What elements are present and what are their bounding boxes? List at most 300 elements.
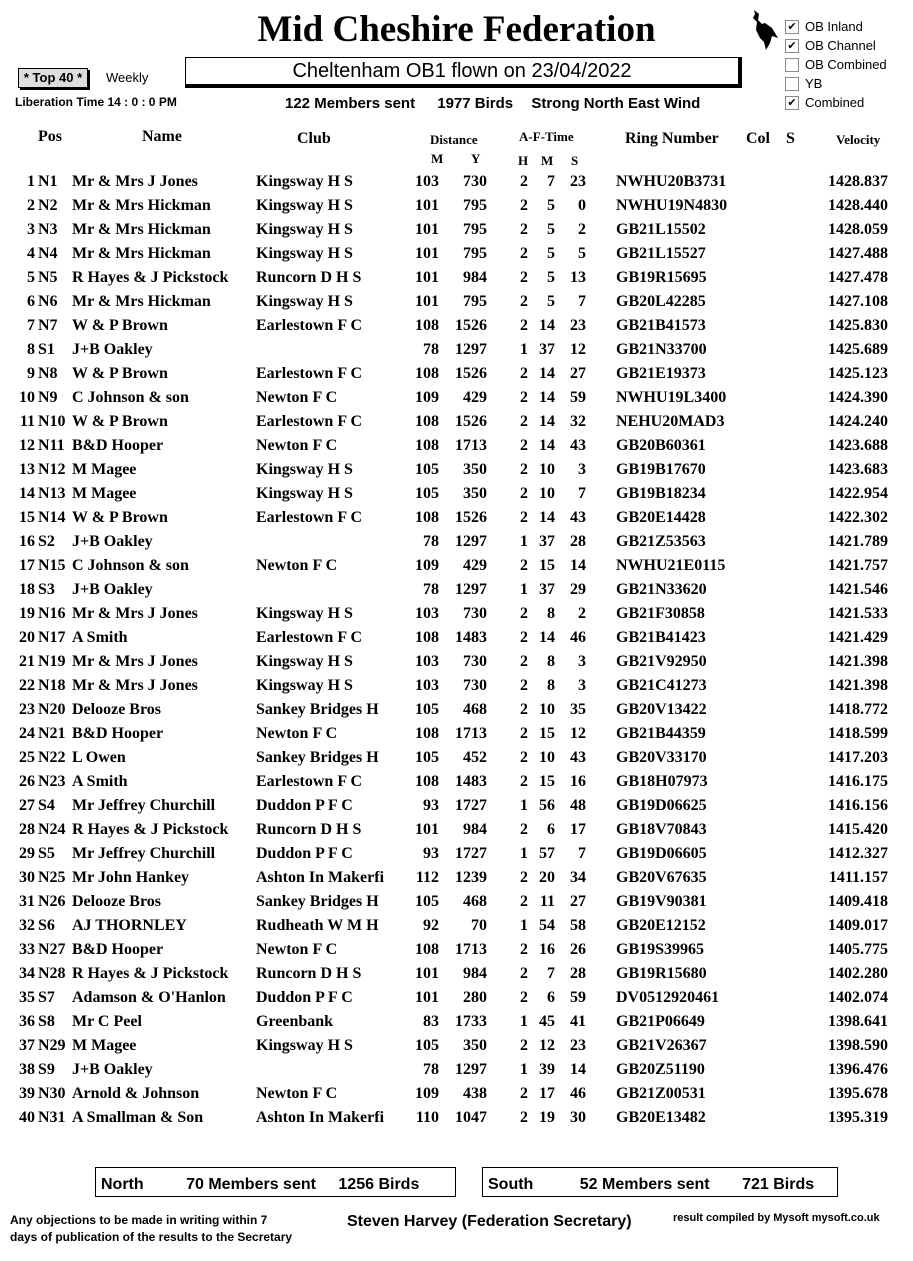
cell-y: 795: [463, 245, 487, 262]
table-row: [0, 437, 913, 461]
north-label: North: [101, 1176, 144, 1193]
cell-m: 105: [415, 701, 439, 718]
compiled-by: result compiled by Mysoft mysoft.co.uk: [673, 1212, 880, 1224]
cell-vel: 1428.837: [828, 173, 888, 190]
cell-m: 108: [415, 413, 439, 430]
table-row: [0, 341, 913, 365]
option-label: Combined: [805, 95, 865, 110]
cell-club: Ashton In Makerfi: [256, 1109, 385, 1126]
cell-s: 48: [570, 797, 586, 814]
cell-club: Kingsway H S: [256, 677, 353, 694]
cell-h: 2: [520, 437, 528, 454]
cell-m: 109: [415, 557, 439, 574]
cell-mi: 6: [547, 989, 555, 1006]
south-summary: [482, 1167, 838, 1197]
cell-name: J+B Oakley: [72, 341, 153, 358]
cell-m: 105: [415, 893, 439, 910]
cell-code: N23: [38, 773, 66, 790]
cell-h: 1: [520, 341, 528, 358]
cell-ring: GB21N33700: [616, 341, 707, 358]
option-2[interactable]: [785, 55, 887, 74]
option-1[interactable]: [785, 36, 887, 55]
cell-club: Kingsway H S: [256, 173, 353, 190]
cell-mi: 17: [539, 1085, 555, 1102]
cell-ring: GB19R15680: [616, 965, 707, 982]
table-row: [0, 509, 913, 533]
cell-code: N11: [38, 437, 65, 454]
cell-club: Runcorn D H S: [256, 965, 362, 982]
cell-pos: 31: [19, 893, 35, 910]
table-row: [0, 893, 913, 917]
cell-ring: GB21C41273: [616, 677, 707, 694]
cell-name: R Hayes & J Pickstock: [72, 965, 229, 982]
cell-y: 280: [463, 989, 487, 1006]
cell-vel: 1417.203: [828, 749, 888, 766]
cell-s: 43: [570, 749, 586, 766]
cell-ring: GB18H07973: [616, 773, 708, 790]
cell-ring: GB21L15502: [616, 221, 706, 238]
cell-m: 101: [415, 989, 439, 1006]
cell-pos: 34: [19, 965, 35, 982]
cell-pos: 6: [27, 293, 35, 310]
cell-club: Newton F C: [256, 389, 338, 406]
cell-ring: GB19B17670: [616, 461, 706, 478]
cell-name: Mr & Mrs J Jones: [72, 173, 198, 190]
cell-pos: 28: [19, 821, 35, 838]
cell-pos: 14: [19, 485, 35, 502]
table-row: [0, 749, 913, 773]
cell-mi: 37: [539, 533, 555, 550]
cell-name: Mr Jeffrey Churchill: [72, 797, 216, 814]
cell-code: N8: [38, 365, 58, 382]
cell-club: Kingsway H S: [256, 653, 353, 670]
table-row: [0, 1085, 913, 1109]
cell-h: 1: [520, 1061, 528, 1078]
cell-club: Duddon P F C: [256, 989, 353, 1006]
cell-club: Earlestown F C: [256, 509, 363, 526]
cell-mi: 8: [547, 677, 555, 694]
cell-pos: 36: [19, 1013, 35, 1030]
race-summary: [285, 95, 700, 112]
cell-h: 2: [520, 461, 528, 478]
south-birds: 721 Birds: [742, 1176, 815, 1193]
cell-y: 350: [463, 1037, 487, 1054]
members-sent: 122 Members sent: [285, 95, 416, 112]
cell-h: 2: [520, 293, 528, 310]
cell-h: 2: [520, 773, 528, 790]
cell-h: 2: [520, 365, 528, 382]
cell-y: 730: [463, 677, 487, 694]
cell-code: N12: [38, 461, 66, 478]
cell-m: 109: [415, 1085, 439, 1102]
cell-s: 23: [570, 1037, 586, 1054]
cell-code: N15: [38, 557, 66, 574]
cell-mi: 14: [539, 509, 555, 526]
col-ring: Ring Number: [625, 130, 719, 147]
cell-ring: NWHU19N4830: [616, 197, 728, 214]
cell-ring: GB21N33620: [616, 581, 707, 598]
cell-y: 1526: [455, 365, 487, 382]
cell-club: Runcorn D H S: [256, 821, 362, 838]
cell-code: N3: [38, 221, 58, 238]
cell-pos: 19: [19, 605, 35, 622]
cell-vel: 1402.280: [828, 965, 888, 982]
cell-mi: 10: [539, 701, 555, 718]
cell-name: L Owen: [72, 749, 126, 766]
table-row: [0, 989, 913, 1013]
cell-m: 103: [415, 605, 439, 622]
cell-vel: 1427.478: [828, 269, 888, 286]
liberation-time: Liberation Time 14 : 0 : 0 PM: [15, 95, 177, 109]
cell-pos: 27: [19, 797, 35, 814]
cell-s: 2: [578, 221, 586, 238]
cell-h: 2: [520, 317, 528, 334]
cell-vel: 1416.175: [828, 773, 888, 790]
table-row: [0, 557, 913, 581]
cell-y: 795: [463, 197, 487, 214]
cell-h: 2: [520, 485, 528, 502]
cell-name: Mr & Mrs J Jones: [72, 677, 198, 694]
option-label: OB Inland: [805, 19, 863, 34]
cell-y: 1297: [455, 341, 487, 358]
cell-mi: 8: [547, 605, 555, 622]
cell-mi: 8: [547, 653, 555, 670]
cell-vel: 1405.775: [828, 941, 888, 958]
wind: Strong North East Wind: [531, 95, 701, 112]
page-title: Mid Cheshire Federation: [257, 9, 656, 50]
cell-name: A Smith: [72, 773, 128, 790]
cell-y: 795: [463, 293, 487, 310]
cell-mi: 54: [539, 917, 555, 934]
cell-pos: 26: [19, 773, 35, 790]
cell-club: Duddon P F C: [256, 797, 353, 814]
cell-pos: 18: [19, 581, 35, 598]
cell-club: Ashton In Makerfi: [256, 869, 385, 886]
cell-code: S4: [38, 797, 55, 814]
north-members: 70 Members sent: [186, 1176, 316, 1193]
cell-y: 1297: [455, 581, 487, 598]
cell-m: 109: [415, 389, 439, 406]
cell-code: S2: [38, 533, 55, 550]
cell-pos: 21: [19, 653, 35, 670]
cell-vel: 1423.683: [828, 461, 888, 478]
cell-code: N20: [38, 701, 66, 718]
table-row: [0, 269, 913, 293]
cell-y: 1713: [455, 437, 487, 454]
cell-ring: GB21B44359: [616, 725, 706, 742]
table-row: [0, 461, 913, 485]
checkbox-empty-icon[interactable]: [785, 58, 799, 72]
cell-pos: 7: [27, 317, 35, 334]
cell-code: N28: [38, 965, 66, 982]
cell-s: 16: [570, 773, 586, 790]
cell-m: 78: [423, 341, 439, 358]
cell-mi: 14: [539, 629, 555, 646]
cell-club: Kingsway H S: [256, 605, 353, 622]
cell-mi: 14: [539, 317, 555, 334]
option-0[interactable]: [785, 17, 887, 36]
cell-ring: GB20V33170: [616, 749, 707, 766]
option-3[interactable]: [785, 74, 887, 93]
cell-mi: 14: [539, 365, 555, 382]
cell-club: Newton F C: [256, 725, 338, 742]
cell-m: 101: [415, 221, 439, 238]
cell-s: 12: [570, 341, 586, 358]
objections-line-1: Any objections to be made in writing within 7: [10, 1213, 268, 1227]
cell-y: 795: [463, 221, 487, 238]
cell-mi: 14: [539, 413, 555, 430]
secretary: Steven Harvey (Federation Secretary): [347, 1213, 632, 1230]
cell-ring: GB20V13422: [616, 701, 707, 718]
cell-name: Mr & Mrs J Jones: [72, 605, 198, 622]
cell-code: N7: [38, 317, 58, 334]
cell-s: 7: [578, 293, 586, 310]
table-row: [0, 197, 913, 221]
cell-code: N19: [38, 653, 66, 670]
cell-s: 43: [570, 509, 586, 526]
cell-name: J+B Oakley: [72, 533, 153, 550]
cell-m: 103: [415, 173, 439, 190]
cell-s: 28: [570, 965, 586, 982]
cell-mi: 37: [539, 581, 555, 598]
cell-code: N30: [38, 1085, 66, 1102]
cell-name: Mr & Mrs Hickman: [72, 293, 211, 310]
cell-name: B&D Hooper: [72, 725, 164, 742]
cell-code: N31: [38, 1109, 66, 1126]
cell-ring: GB20E12152: [616, 917, 706, 934]
cell-code: N13: [38, 485, 66, 502]
cell-m: 78: [423, 533, 439, 550]
cell-ring: NEHU20MAD3: [616, 413, 725, 430]
cell-y: 730: [463, 173, 487, 190]
cell-pos: 1: [27, 173, 35, 190]
cell-s: 59: [570, 989, 586, 1006]
cell-ring: GB21L15527: [616, 245, 706, 262]
option-4[interactable]: [785, 93, 887, 112]
cell-club: Sankey Bridges H: [256, 749, 379, 766]
cell-m: 105: [415, 461, 439, 478]
cell-s: 29: [570, 581, 586, 598]
cell-h: 2: [520, 173, 528, 190]
checkbox-checked-icon[interactable]: ✔: [785, 96, 799, 110]
table-row: [0, 701, 913, 725]
cell-m: 92: [423, 917, 439, 934]
cell-name: R Hayes & J Pickstock: [72, 269, 229, 286]
cell-name: Delooze Bros: [72, 701, 162, 718]
cell-h: 2: [520, 509, 528, 526]
cell-code: S3: [38, 581, 55, 598]
cell-mi: 14: [539, 437, 555, 454]
cell-h: 2: [520, 965, 528, 982]
cell-club: Rudheath W M H: [256, 917, 379, 934]
cell-h: 2: [520, 941, 528, 958]
cell-vel: 1421.757: [828, 557, 888, 574]
cell-ring: GB21Z00531: [616, 1085, 706, 1102]
cell-code: N10: [38, 413, 66, 430]
cell-pos: 32: [19, 917, 35, 934]
cell-pos: 29: [19, 845, 35, 862]
cell-pos: 40: [19, 1109, 35, 1126]
cell-mi: 15: [539, 773, 555, 790]
table-row: [0, 725, 913, 749]
cell-code: N21: [38, 725, 66, 742]
cell-mi: 15: [539, 725, 555, 742]
table-row: [0, 917, 913, 941]
cell-vel: 1395.678: [828, 1085, 888, 1102]
cell-vel: 1427.108: [828, 293, 888, 310]
cell-code: S8: [38, 1013, 55, 1030]
cell-ring: GB20V67635: [616, 869, 707, 886]
cell-m: 101: [415, 965, 439, 982]
cell-ring: GB20B60361: [616, 437, 706, 454]
cell-mi: 39: [539, 1061, 555, 1078]
col-s: S: [571, 153, 579, 168]
col-col: Col: [746, 130, 770, 147]
cell-name: W & P Brown: [72, 509, 168, 526]
cell-club: Kingsway H S: [256, 221, 353, 238]
cell-code: N9: [38, 389, 58, 406]
table-row: [0, 797, 913, 821]
cell-mi: 37: [539, 341, 555, 358]
table-row: [0, 773, 913, 797]
cell-name: M Magee: [72, 485, 137, 502]
cell-vel: 1395.319: [828, 1109, 888, 1126]
cell-ring: GB19D06625: [616, 797, 707, 814]
objections-note: [10, 1212, 292, 1246]
cell-h: 2: [520, 653, 528, 670]
cell-vel: 1418.772: [828, 701, 888, 718]
cell-pos: 9: [27, 365, 35, 382]
cell-mi: 14: [539, 389, 555, 406]
cell-y: 984: [463, 269, 487, 286]
cell-vel: 1428.440: [828, 197, 888, 214]
cell-code: S9: [38, 1061, 55, 1078]
cell-name: Arnold & Johnson: [72, 1085, 200, 1102]
cell-mi: 57: [539, 845, 555, 862]
cell-h: 1: [520, 581, 528, 598]
cell-club: Kingsway H S: [256, 293, 353, 310]
cell-mi: 5: [547, 197, 555, 214]
cell-code: N5: [38, 269, 58, 286]
table-row: [0, 533, 913, 557]
cell-name: Adamson & O'Hanlon: [72, 989, 226, 1006]
cell-s: 30: [570, 1109, 586, 1126]
cell-pos: 16: [19, 533, 35, 550]
cell-name: M Magee: [72, 461, 137, 478]
cell-h: 2: [520, 197, 528, 214]
cell-h: 1: [520, 917, 528, 934]
cell-h: 2: [520, 245, 528, 262]
cell-h: 2: [520, 1109, 528, 1126]
cell-code: N14: [38, 509, 66, 526]
table-row: [0, 1109, 913, 1133]
weekly-label: Weekly: [106, 70, 149, 85]
cell-code: N1: [38, 173, 58, 190]
cell-h: 1: [520, 533, 528, 550]
cell-h: 2: [520, 701, 528, 718]
cell-ring: GB18V70843: [616, 821, 707, 838]
cell-club: Greenbank: [256, 1013, 334, 1030]
cell-pos: 10: [19, 389, 35, 406]
cell-club: Newton F C: [256, 1085, 338, 1102]
cell-s: 27: [570, 893, 586, 910]
cell-vel: 1423.688: [828, 437, 888, 454]
col-sex: S: [786, 130, 795, 147]
cell-ring: GB21B41573: [616, 317, 706, 334]
cell-mi: 19: [539, 1109, 555, 1126]
table-row: [0, 317, 913, 341]
cell-m: 78: [423, 1061, 439, 1078]
checkbox-checked-icon[interactable]: ✔: [785, 20, 799, 34]
table-row: [0, 245, 913, 269]
cell-vel: 1421.398: [828, 677, 888, 694]
option-checklist: [785, 17, 887, 112]
cell-ring: GB21B41423: [616, 629, 706, 646]
cell-h: 2: [520, 1085, 528, 1102]
cell-vel: 1415.420: [828, 821, 888, 838]
cell-m: 108: [415, 629, 439, 646]
cell-s: 2: [578, 605, 586, 622]
cell-club: Newton F C: [256, 941, 338, 958]
checkbox-empty-icon[interactable]: [785, 77, 799, 91]
cell-y: 1727: [455, 797, 487, 814]
cell-s: 46: [570, 629, 586, 646]
cell-code: S1: [38, 341, 55, 358]
table-row: [0, 845, 913, 869]
cell-club: Runcorn D H S: [256, 269, 362, 286]
cell-ring: GB21V26367: [616, 1037, 707, 1054]
cell-s: 32: [570, 413, 586, 430]
cell-s: 3: [578, 461, 586, 478]
cell-y: 984: [463, 965, 487, 982]
cell-mi: 5: [547, 269, 555, 286]
cell-mi: 7: [547, 965, 555, 982]
cell-h: 2: [520, 869, 528, 886]
cell-m: 101: [415, 197, 439, 214]
cell-vel: 1422.302: [828, 509, 888, 526]
cell-name: B&D Hooper: [72, 437, 164, 454]
cell-vel: 1421.398: [828, 653, 888, 670]
cell-m: 108: [415, 773, 439, 790]
cell-pos: 12: [19, 437, 35, 454]
cell-ring: GB20L42285: [616, 293, 706, 310]
cell-vel: 1421.429: [828, 629, 888, 646]
cell-h: 2: [520, 989, 528, 1006]
cell-mi: 10: [539, 461, 555, 478]
table-row: [0, 653, 913, 677]
cell-m: 108: [415, 509, 439, 526]
cell-m: 105: [415, 1037, 439, 1054]
cell-vel: 1424.390: [828, 389, 888, 406]
cell-h: 2: [520, 629, 528, 646]
cell-y: 730: [463, 605, 487, 622]
cell-h: 2: [520, 605, 528, 622]
table-row: [0, 365, 913, 389]
table-row: [0, 485, 913, 509]
cell-vel: 1418.599: [828, 725, 888, 742]
checkbox-checked-icon[interactable]: ✔: [785, 39, 799, 53]
cell-h: 2: [520, 557, 528, 574]
cell-m: 93: [423, 797, 439, 814]
table-row: [0, 869, 913, 893]
cell-mi: 5: [547, 245, 555, 262]
cell-ring: NWHU20B3731: [616, 173, 727, 190]
cell-club: Earlestown F C: [256, 413, 363, 430]
cell-code: N27: [38, 941, 66, 958]
cell-y: 1526: [455, 413, 487, 430]
cell-h: 1: [520, 797, 528, 814]
cell-m: 108: [415, 365, 439, 382]
